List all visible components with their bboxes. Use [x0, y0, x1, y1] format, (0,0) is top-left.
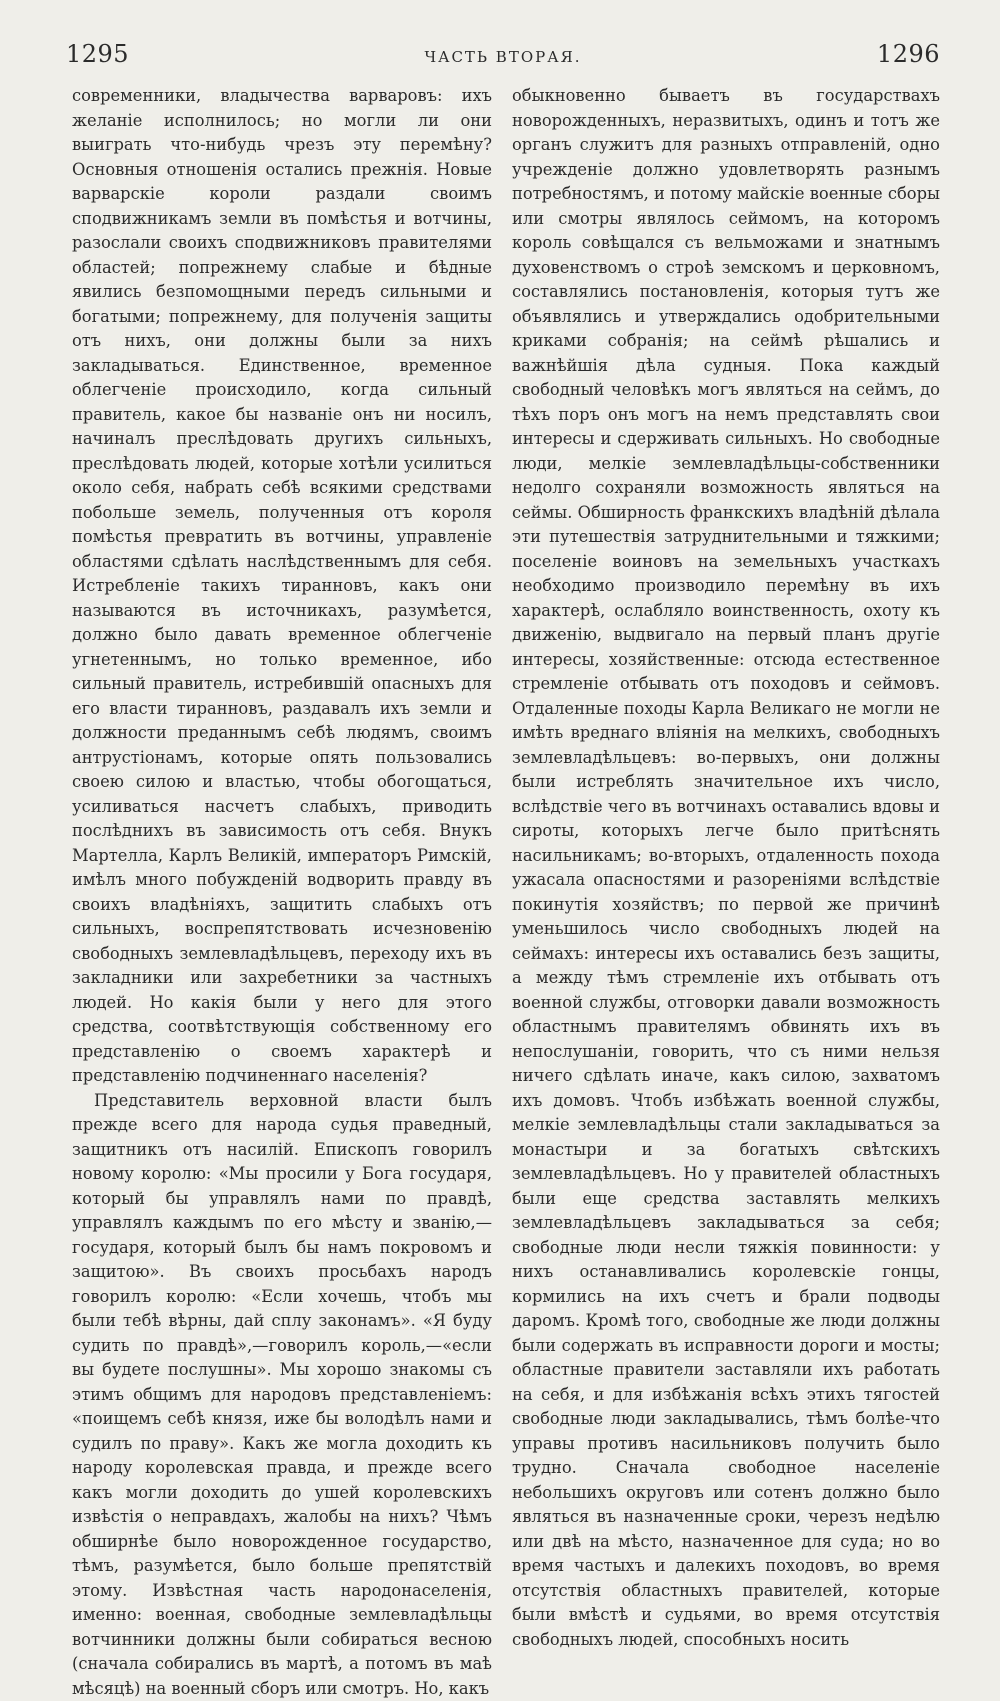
page-number-left: 1295	[66, 40, 129, 68]
right-column	[512, 84, 940, 1652]
right-paragraph-1: обыкновенно бываетъ въ государствахъ новорожденныхъ, неразвитыхъ, одинъ и тотъ же органъ служитъ для разныхъ отправленій, одно учрежденіе должно удовлетворять разнымъ потребностямъ, и потому майскіе военные сборы или смотры являлось сеймомъ, на которомъ король совѣщался съ вельможами и знатнымъ духовенствомъ о строѣ земскомъ и церковномъ, составлялись постановленія, которыя тутъ же объявлялись и утверждались одобрительными криками собранія; на сеймѣ рѣшались и важнѣйшія дѣла судныя. Пока каждый свободный человѣкъ могъ являться на сеймъ, до тѣхъ поръ онъ могъ на немъ представлять свои интересы и сдерживать сильныхъ. Но свободные люди, мелкіе землевладѣльцы-собственники недолго сохраняли возможность являться на сеймы. Обширность франкскихъ владѣній дѣлала эти путешествія затруднительными и тяжкими; поселеніе воиновъ на земельныхъ участкахъ необходимо производило перемѣну въ ихъ характерѣ, ослабляло воинственность, охоту къ движенію, выдвигало на первый планъ другіе интересы, хозяйственные: отсюда естественное стремленіе отбывать отъ походовъ и сеймовъ. Отдаленные походы Карла Великаго не могли не имѣть вреднаго вліянія на мелкихъ, свободныхъ землевладѣльцевъ: во-первыхъ, они должны были истреблять значительное ихъ число, вслѣдствіе чего въ вотчинахъ оставались вдовы и сироты, которыхъ легче было притѣснять насильникамъ; во-вторыхъ, отдаленность похода ужасала опасностями и разореніями вслѣдствіе покинутія хозяйствъ; по первой же причинѣ уменьшилось число свободныхъ людей на сеймахъ: интересы ихъ оставались безъ защиты, а между тѣмъ стремленіе ихъ отбывать отъ военной службы, отговорки давали возможность областнымъ правителямъ обвинять ихъ въ непослушаніи, говорить, что съ ними нельзя ничего сдѣлать иначе, какъ силою, захватомъ ихъ домовъ. Чтобъ избѣжать военной службы, мелкіе землевладѣльцы стали закладываться за монастыри и за богатыхъ свѣтскихъ землевладѣльцевъ. Но у правителей областныхъ были еще средства заставлять мелкихъ землевладѣльцевъ закладываться за себя; свободные люди несли тяжкія повинности: у нихъ останавливались королевскіе гонцы, кормились на ихъ счетъ и брали подводы даромъ. Кромѣ того, свободные же люди должны были содержать въ исправности дороги и мосты; областные правители заставляли ихъ работать на себя, и для избѣжанія всѣхъ этихъ тягостей свободные люди закладывались, тѣмъ болѣе-что управы противъ насильниковъ получить было трудно. Сначала свободное населеніе небольшихъ округовъ или сотенъ должно было являться въ назначенные сроки, черезъ недѣлю или двѣ на мѣсто, назначенное для суда; но во время частыхъ и далекихъ походовъ, во время отсутствія областныхъ правителей, которые были вмѣстѣ и судьями, во время отсутствія свободныхъ людей, способныхъ носить	[512, 84, 940, 1652]
left-paragraph-1: современники, владычества варваровъ: ихъ желаніе исполнилось; но могли ли они выиграть что-нибудь чрезъ эту перемѣну? Основныя отношенія остались прежнія. Новые варварскіе короли раздали своимъ сподвижникамъ земли въ помѣстья и вотчины, разослали своихъ сподвижниковъ правителями областей; попрежнему слабые и бѣдные явились безпомощными передъ сильными и богатыми; попрежнему, для полученія защиты отъ нихъ, они должны были за нихъ закладываться. Единственное, временное облегченіе происходило, когда сильный правитель, какое бы названіе онъ ни носилъ, начиналъ преслѣдовать другихъ сильныхъ, преслѣдовать людей, которые хотѣли усилиться около себя, набрать себѣ всякими средствами побольше земель, полученныя отъ короля помѣстья превратить въ вотчины, управленіе областями сдѣлать наслѣдственнымъ для себя. Истребленіе такихъ тиранновъ, какъ они называются въ источникахъ, разумѣется, должно было давать временное облегченіе угнетеннымъ, но только временное, ибо сильный правитель, истребившій опасныхъ для его власти тиранновъ, раздавалъ ихъ земли и должности преданнымъ себѣ людямъ, своимъ антрустіонамъ, которые опять пользовались своею силою и властью, чтобы обогощаться, усиливаться насчетъ слабыхъ, приводить послѣднихъ въ зависимость отъ себя. Внукъ Мартелла, Карлъ Великій, императоръ Римскій, имѣлъ много побужденій водворить правду въ своихъ владѣніяхъ, защитить слабыхъ отъ сильныхъ, воспрепятствовать исчезновенію свободныхъ землевладѣльцевъ, переходу ихъ въ закладники или захребетники за частныхъ людей. Но какія были у него для этого средства, соотвѣтствующія собственному его представленію о своемъ характерѣ и представленію подчиненнаго населенія?	[72, 84, 492, 1089]
left-column	[72, 84, 492, 1701]
left-paragraph-2: Представитель верховной власти былъ прежде всего для народа судья праведный, защитникъ отъ насилій. Епископъ говорилъ новому королю: «Мы просили у Бога государя, который бы управлялъ нами по правдѣ, управлялъ каждымъ по его мѣсту и званію,—государя, который былъ бы намъ покровомъ и защитою». Въ своихъ просьбахъ народъ говорилъ королю: «Если хочешь, чтобъ мы были тебѣ вѣрны, дай сплу законамъ». «Я буду судить по правдѣ»,—говорилъ король,—«если вы будете послушны». Мы хорошо знакомы съ этимъ общимъ для народовъ представленіемъ: «поищемъ себѣ князя, иже бы володѣлъ нами и судилъ по праву». Какъ же могла доходить къ народу королевская правда, и прежде всего какъ могли доходить до ушей королевскихъ извѣстія о неправдахъ, жалобы на нихъ? Чѣмъ обширнѣе было новорожденное государство, тѣмъ, разумѣется, было больше препятствій этому. Извѣстная часть народонаселенія, именно: военная, свободные землевладѣльцы вотчинники должны были собираться весною (сначала собирались въ мартѣ, а потомъ въ маѣ мѣсяцѣ) на военный сборъ или смотръ. Но, какъ	[72, 1089, 492, 1701]
running-header	[66, 40, 940, 76]
running-title: ЧАСТЬ ВТОРАЯ.	[66, 48, 940, 66]
page-number-right: 1296	[877, 40, 940, 68]
